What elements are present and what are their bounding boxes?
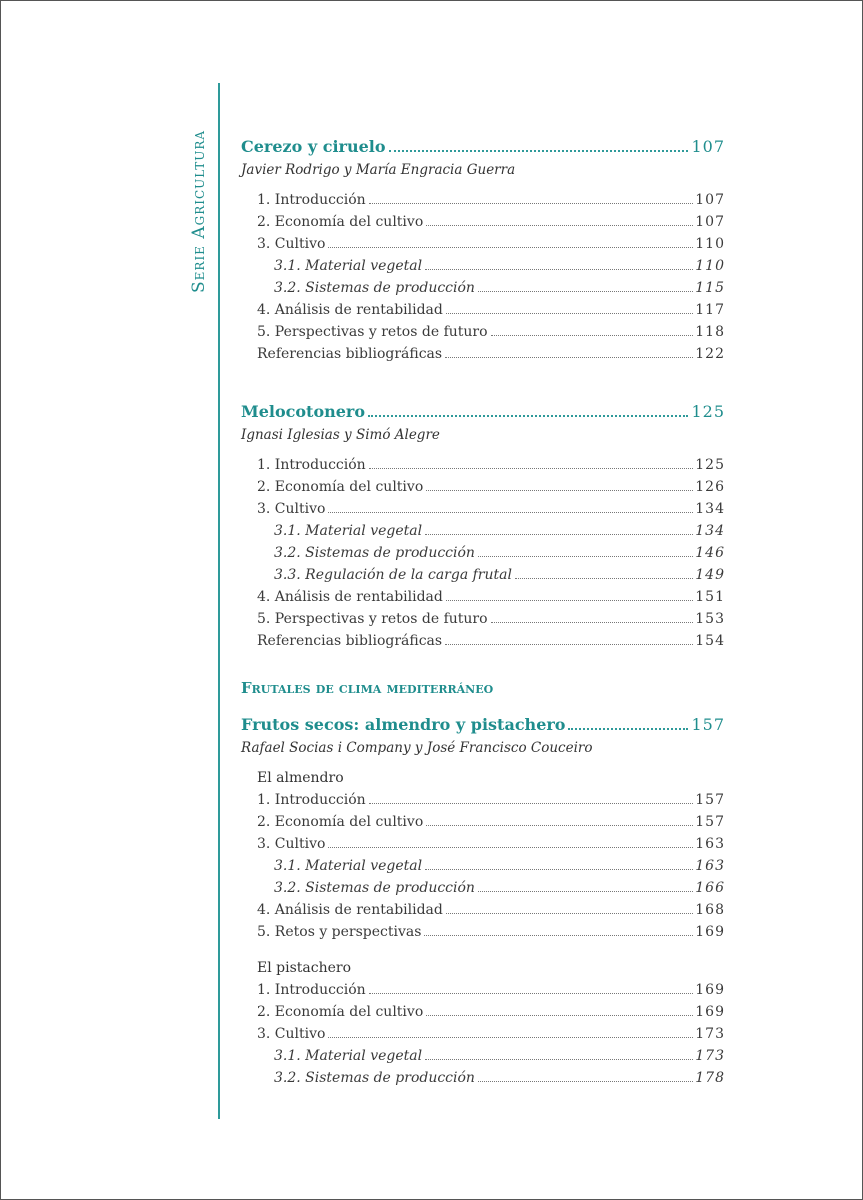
toc-entry-page: 154 <box>695 633 725 649</box>
toc-entry-title: 5. Retos y perspectivas <box>257 924 422 940</box>
toc-entry[interactable] <box>274 523 725 545</box>
toc-entry-page: 173 <box>695 1048 725 1064</box>
toc-entry-title: 1. Introducción <box>257 192 366 208</box>
toc-entry[interactable] <box>274 858 725 880</box>
toc-entry[interactable] <box>257 589 725 611</box>
subsection-heading: El almendro <box>257 770 344 786</box>
leader-dots <box>425 869 693 870</box>
chapter-entries <box>241 792 725 946</box>
series-title: Serie Agricultura <box>189 129 209 293</box>
toc-entry[interactable] <box>257 982 725 1004</box>
toc-entry-title: 5. Perspectivas y retos de futuro <box>257 611 488 627</box>
toc-entry-page: 126 <box>695 479 725 495</box>
chapter-page: 125 <box>691 402 725 421</box>
toc-entry-page: 157 <box>695 814 725 830</box>
chapter-entries <box>241 192 725 368</box>
leader-dots <box>424 935 693 936</box>
leader-dots <box>368 415 688 417</box>
toc-entry-title: 4. Análisis de rentabilidad <box>257 302 443 318</box>
toc-entry[interactable] <box>257 792 725 814</box>
toc-entry-page: 146 <box>695 545 725 561</box>
chapter-authors: Ignasi Iglesias y Simó Alegre <box>241 427 440 443</box>
leader-dots <box>369 203 694 204</box>
toc-entry[interactable] <box>274 1048 725 1070</box>
toc-entry-page: 110 <box>695 236 725 252</box>
chapter-entries <box>241 457 725 655</box>
toc-entry[interactable] <box>257 324 725 346</box>
leader-dots <box>369 993 694 994</box>
toc-entry[interactable] <box>257 836 725 858</box>
leader-dots <box>491 335 694 336</box>
leader-dots <box>328 247 693 248</box>
toc-entry[interactable] <box>257 479 725 501</box>
toc-entry-title: 3.3. Regulación de la carga frutal <box>274 567 512 583</box>
toc-entry-title: 3. Cultivo <box>257 836 326 852</box>
toc-entry-page: 115 <box>695 280 725 296</box>
table-of-contents <box>241 129 725 1092</box>
toc-entry[interactable] <box>274 567 725 589</box>
toc-entry[interactable] <box>274 880 725 902</box>
toc-entry-page: 173 <box>695 1026 725 1042</box>
toc-entry[interactable] <box>274 545 725 567</box>
leader-dots <box>446 600 693 601</box>
toc-entry-title: 3.2. Sistemas de producción <box>274 880 475 896</box>
toc-entry[interactable] <box>257 924 725 946</box>
leader-dots <box>328 1037 693 1038</box>
leader-dots <box>478 891 693 892</box>
toc-entry-page: 149 <box>695 567 725 583</box>
toc-entry-page: 125 <box>695 457 725 473</box>
toc-entry[interactable] <box>257 346 725 368</box>
toc-entry-page: 178 <box>695 1070 725 1086</box>
toc-entry[interactable] <box>257 214 725 236</box>
section-heading: Frutales de clima mediterráneo <box>241 679 494 697</box>
toc-entry[interactable] <box>257 611 725 633</box>
margin-rule <box>218 83 220 1119</box>
leader-dots <box>446 313 693 314</box>
toc-entry-page: 151 <box>695 589 725 605</box>
toc-entry[interactable] <box>257 1004 725 1026</box>
toc-entry-page: 163 <box>695 836 725 852</box>
leader-dots <box>426 1015 693 1016</box>
leader-dots <box>389 150 689 152</box>
subsection-heading: El pistachero <box>257 960 352 976</box>
chapter-heading[interactable] <box>241 715 725 734</box>
chapter-heading[interactable] <box>241 402 725 421</box>
toc-entry-page: 153 <box>695 611 725 627</box>
leader-dots <box>568 728 688 730</box>
toc-entry[interactable] <box>257 236 725 258</box>
toc-entry-page: 163 <box>695 858 725 874</box>
leader-dots <box>478 291 693 292</box>
toc-entry-title: 3.2. Sistemas de producción <box>274 280 475 296</box>
toc-entry-title: 3. Cultivo <box>257 236 326 252</box>
leader-dots <box>369 803 694 804</box>
toc-entry-title: 3.2. Sistemas de producción <box>274 1070 475 1086</box>
chapter-entries <box>241 982 725 1092</box>
toc-entry-page: 134 <box>695 523 725 539</box>
toc-entry-page: 118 <box>695 324 725 340</box>
toc-entry-page: 168 <box>695 902 725 918</box>
toc-entry[interactable] <box>274 1070 725 1092</box>
chapter-page: 107 <box>691 137 725 156</box>
toc-entry-page: 107 <box>695 192 725 208</box>
toc-entry-title: 4. Análisis de rentabilidad <box>257 902 443 918</box>
leader-dots <box>425 1059 693 1060</box>
toc-entry-title: 4. Análisis de rentabilidad <box>257 589 443 605</box>
toc-entry[interactable] <box>274 258 725 280</box>
toc-entry[interactable] <box>257 501 725 523</box>
toc-entry[interactable] <box>274 280 725 302</box>
toc-entry-title: 3.1. Material vegetal <box>274 1048 423 1064</box>
toc-entry-page: 134 <box>695 501 725 517</box>
leader-dots <box>426 225 693 226</box>
toc-entry-title: Referencias bibliográficas <box>257 633 443 649</box>
toc-entry-page: 110 <box>695 258 725 274</box>
toc-entry-title: 3. Cultivo <box>257 1026 326 1042</box>
toc-entry-title: 2. Economía del cultivo <box>257 479 424 495</box>
toc-entry-title: 1. Introducción <box>257 792 366 808</box>
leader-dots <box>445 644 693 645</box>
toc-entry-title: 1. Introducción <box>257 982 366 998</box>
toc-entry-title: 2. Economía del cultivo <box>257 1004 424 1020</box>
toc-entry[interactable] <box>257 633 725 655</box>
toc-entry[interactable] <box>257 902 725 924</box>
leader-dots <box>426 825 693 826</box>
leader-dots <box>369 468 694 469</box>
leader-dots <box>478 1081 693 1082</box>
leader-dots <box>445 357 693 358</box>
toc-entry-title: 1. Introducción <box>257 457 366 473</box>
chapter-title: Cerezo y ciruelo <box>241 137 386 156</box>
toc-entry-title: 3.1. Material vegetal <box>274 858 423 874</box>
leader-dots <box>425 269 693 270</box>
leader-dots <box>426 490 693 491</box>
toc-entry-title: 3.1. Material vegetal <box>274 523 423 539</box>
toc-entry-title: 3. Cultivo <box>257 501 326 517</box>
leader-dots <box>328 847 693 848</box>
toc-entry-page: 169 <box>695 924 725 940</box>
toc-entry[interactable] <box>257 192 725 214</box>
toc-entry-page: 169 <box>695 1004 725 1020</box>
toc-entry-title: 2. Economía del cultivo <box>257 814 424 830</box>
toc-entry-page: 166 <box>695 880 725 896</box>
toc-entry-title: 2. Economía del cultivo <box>257 214 424 230</box>
leader-dots <box>446 913 693 914</box>
toc-entry-title: Referencias bibliográficas <box>257 346 443 362</box>
toc-entry-page: 157 <box>695 792 725 808</box>
leader-dots <box>328 512 693 513</box>
leader-dots <box>425 534 693 535</box>
toc-entry[interactable] <box>257 814 725 836</box>
toc-entry-title: 3.2. Sistemas de producción <box>274 545 475 561</box>
leader-dots <box>515 578 693 579</box>
toc-entry-title: 5. Perspectivas y retos de futuro <box>257 324 488 340</box>
toc-entry[interactable] <box>257 302 725 324</box>
toc-entry[interactable] <box>257 457 725 479</box>
chapter-title: Melocotonero <box>241 402 366 421</box>
toc-entry[interactable] <box>257 1026 725 1048</box>
leader-dots <box>478 556 693 557</box>
chapter-authors: Javier Rodrigo y María Engracia Guerra <box>241 162 516 178</box>
chapter-heading[interactable] <box>241 137 725 156</box>
toc-entry-page: 117 <box>695 302 725 318</box>
chapter-title: Frutos secos: almendro y pistachero <box>241 715 566 734</box>
toc-entry-page: 122 <box>695 346 725 362</box>
toc-entry-page: 107 <box>695 214 725 230</box>
toc-entry-title: 3.1. Material vegetal <box>274 258 423 274</box>
toc-entry-page: 169 <box>695 982 725 998</box>
chapter-authors: Rafael Socias i Company y José Francisco Couceiro <box>241 740 593 756</box>
chapter-page: 157 <box>691 715 725 734</box>
leader-dots <box>491 622 694 623</box>
